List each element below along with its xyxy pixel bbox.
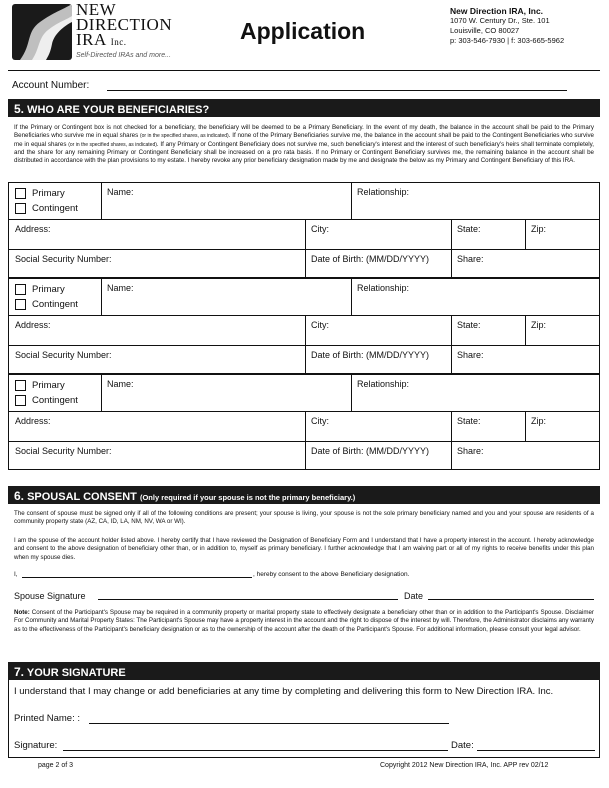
beneficiary-1-primary-label: Primary (32, 188, 65, 200)
printed-name-field[interactable] (89, 713, 449, 724)
company-name: New Direction IRA, Inc. (450, 6, 544, 16)
beneficiary-3-ssn-label: Social Security Number: (15, 446, 112, 456)
beneficiary-3-state-field[interactable] (453, 412, 525, 441)
page-header (10, 0, 600, 68)
company-address-1: 1070 W. Century Dr., Ste. 101 (450, 16, 550, 25)
spouse-signature-field[interactable] (98, 590, 398, 600)
beneficiary-3-relationship-field[interactable] (353, 375, 599, 411)
beneficiary-1-share-field[interactable] (453, 250, 599, 278)
divider (451, 316, 452, 345)
beneficiary-3-primary-label: Primary (32, 380, 65, 392)
logo-inc: Inc. (110, 37, 127, 47)
divider (101, 183, 102, 219)
divider (351, 375, 352, 411)
divider (305, 220, 306, 249)
logo-icon (12, 4, 72, 60)
beneficiary-3-name-row (9, 375, 599, 411)
divider (305, 316, 306, 345)
beneficiary-2-contingent-checkbox[interactable] (15, 299, 26, 310)
beneficiary-3-relationship-label: Relationship: (357, 379, 410, 389)
beneficiary-2-name-label: Name: (107, 283, 134, 293)
beneficiary-2-primary-checkbox[interactable] (15, 284, 26, 295)
beneficiary-3-state-label: State: (457, 416, 481, 426)
beneficiary-1-zip-label: Zip: (531, 224, 547, 234)
section-7-header (8, 662, 600, 680)
beneficiary-1-state-field[interactable] (453, 220, 525, 249)
beneficiary-1-state-label: State: (457, 224, 481, 234)
beneficiary-1-ssn-label: Social Security Number: (15, 254, 112, 264)
company-address-2: Louisville, CO 80027 (450, 26, 520, 35)
signature-box (8, 680, 600, 758)
beneficiary-2-primary-label: Primary (32, 284, 65, 296)
section-6-number: 6. (14, 489, 25, 503)
beneficiary-2-address-field[interactable] (11, 316, 303, 345)
beneficiary-2-zip-field[interactable] (527, 316, 599, 345)
beneficiary-1-address-field[interactable] (11, 220, 303, 249)
account-number-row (12, 80, 598, 91)
copyright: Copyright 2012 New Direction IRA, Inc. APP rev 02/12 (380, 762, 549, 769)
beneficiary-3-city-label: City: (311, 416, 329, 426)
beneficiary-3-dob-field[interactable] (307, 442, 451, 470)
beneficiary-1-name-label: Name: (107, 187, 134, 197)
beneficiary-3-city-field[interactable] (307, 412, 451, 441)
company-phone: p: 303-546-7930 | f: 303-665-5962 (450, 36, 565, 45)
section-5-title: WHO ARE YOUR BENEFICIARIES? (27, 104, 210, 116)
spousal-consent-certification: I am the spouse of the account holder listed above. I hereby certify that I have reviewed the Designation of Beneficiary Form and I understand that I have a property interest in the account. I hereby acknowledge and consent to the above designation of beneficiary other than, or in addition to, myself as primary beneficiary. I further acknowledge that I am waiving part or all of my rights to receive benefits under this plan when my spouse dies. (14, 537, 594, 561)
signature-date-label: Date: (451, 740, 474, 751)
beneficiary-1-relationship-label: Relationship: (357, 187, 410, 197)
beneficiary-1-city-field[interactable] (307, 220, 451, 249)
beneficiary-2-primary-option[interactable] (15, 284, 65, 295)
divider (101, 279, 102, 315)
beneficiary-1-zip-field[interactable] (527, 220, 599, 249)
beneficiary-3-name-field[interactable] (103, 375, 353, 411)
spouse-signature-label: Spouse Signature (14, 591, 86, 601)
logo-wordmark (76, 2, 172, 50)
divider (451, 250, 452, 278)
beneficiary-3-dob-label: Date of Birth: (MM/DD/YYYY) (311, 446, 430, 456)
divider (525, 316, 526, 345)
divider (451, 346, 452, 374)
note-text: Consent of the Participant's Spouse may be required in a community property or marital property state to effectively designate a beneficiary other than or in addition to the Participant's Spouse. Disclaimer For Community and Marital Property States: The Participant's Spouse may have a property interest in the account and the right to dispose of the interest by will. Therefore, the Administrator disclaims any warranty as to the effectiveness of the Participant's beneficiary designation or as to the ownership of the account after the death of the Participant's Spouse. For additional information, please consult your legal advisor. (14, 609, 594, 633)
beneficiary-2-contingent-label: Contingent (32, 299, 78, 311)
page-number: page 2 of 3 (38, 762, 74, 769)
signature-label: Signature: (14, 740, 58, 751)
printed-name-label: Printed Name: : (14, 713, 80, 724)
section-5-text-2: . If none of the Primary Beneficiaries survive me, the balance in the account shall be paid to the Contingent Beneficiaries who survive me in equal shares (14, 132, 594, 148)
beneficiary-1-block (8, 182, 600, 278)
logo-tagline: Self-Directed IRAs and more... (76, 52, 171, 59)
beneficiary-3-zip-field[interactable] (527, 412, 599, 441)
beneficiary-1-share-label: Share: (457, 254, 484, 264)
section-5-text-1: If the Primary or Contingent box is not checked for a beneficiary, the beneficiary will be deemed to be a Primary Beneficiary. In the event of my death, the balance in the account shall be paid to the Primary Beneficiaries who survive me in equal shares (14, 124, 594, 140)
beneficiary-2-ssn-field[interactable] (11, 346, 303, 374)
logo-line-3 (76, 32, 172, 50)
divider (305, 250, 306, 278)
section-5-number: 5. (14, 102, 25, 116)
beneficiary-2-name-row (9, 279, 599, 315)
beneficiary-1-address-label: Address: (15, 224, 51, 234)
beneficiary-1-ssn-field[interactable] (11, 250, 303, 278)
beneficiary-3-address-field[interactable] (11, 412, 303, 441)
account-number-field[interactable] (107, 90, 567, 91)
divider (525, 412, 526, 441)
logo-line-2: DIRECTION (76, 15, 173, 34)
consent-suffix: , hereby consent to the above Beneficiary designation. (253, 571, 410, 578)
beneficiary-2-block (8, 278, 600, 374)
section-5-text-2-small: (or in the specified shares, as indicated) (68, 141, 157, 148)
beneficiary-3-name-label: Name: (107, 379, 134, 389)
beneficiary-1-name-row (9, 183, 599, 219)
beneficiary-3-primary-option[interactable] (15, 380, 65, 391)
section-6-header (8, 486, 600, 504)
page-title: Application (240, 18, 366, 44)
beneficiary-2-share-field[interactable] (453, 346, 599, 374)
beneficiary-1-dob-label: Date of Birth: (MM/DD/YYYY) (311, 254, 430, 264)
beneficiary-3-block (8, 374, 600, 470)
beneficiary-2-address-row (9, 315, 599, 345)
spousal-consent-conditions: The consent of spouse must be signed only if all of the following conditions are present; your spouse is living, your spouse is not the sole primary beneficiary named and you and your spouse are residents of a community property state (AZ, CA, ID, LA, NM, NV, WA or WI). (14, 510, 594, 526)
beneficiary-1-contingent-checkbox[interactable] (15, 203, 26, 214)
logo-line-1: NEW (76, 0, 117, 19)
beneficiary-2-name-field[interactable] (103, 279, 353, 315)
divider (525, 220, 526, 249)
beneficiary-2-contingent-option[interactable] (15, 299, 78, 310)
beneficiary-2-relationship-label: Relationship: (357, 283, 410, 293)
spouse-date-label: Date (404, 591, 424, 601)
section-6-subtitle: (Only required if your spouse is not the primary beneficiary.) (139, 493, 356, 502)
divider (305, 442, 306, 470)
beneficiary-2-zip-label: Zip: (531, 320, 547, 330)
spouse-date-field[interactable] (428, 590, 594, 600)
section-5-text-3: . If any Primary or Contingent Beneficiary does not survive me, such beneficiary's interest and the interest of such beneficiary's heirs shall terminate completely, and the share for any remaining Primary or Contingent Beneficiary shall be increased on a pro rata basis. If no Primary or Contingent Beneficiary survives me, the remaining balance in the account shall be distributed in accordance with the plan provisions to my estate. I hereby revoke any prior beneficiary designation made by me and designate the below as my Primary and Contingent Beneficiary of this IRA. (14, 140, 595, 165)
beneficiary-1-relationship-field[interactable] (353, 183, 599, 219)
spousal-note (14, 609, 594, 634)
company-info (450, 6, 564, 46)
signature-statement: I understand that I may change or add beneficiaries at any time by completing and delivering this form to New Direction IRA. Inc. (14, 686, 554, 697)
note-label: Note: (14, 609, 30, 616)
section-5-text-1-small: (or in the specified shares, as indicated) (139, 133, 229, 140)
beneficiary-3-share-label: Share: (457, 446, 484, 456)
beneficiary-3-contingent-checkbox[interactable] (15, 395, 26, 406)
beneficiary-2-address-label: Address: (15, 320, 51, 330)
beneficiary-2-relationship-field[interactable] (353, 279, 599, 315)
section-6-title: SPOUSAL CONSENT (27, 491, 137, 503)
logo-ira: IRA (76, 30, 107, 49)
divider (351, 279, 352, 315)
divider (101, 375, 102, 411)
beneficiary-1-primary-option[interactable] (15, 188, 65, 199)
beneficiary-3-contingent-label: Contingent (32, 395, 78, 407)
divider (305, 346, 306, 374)
beneficiary-2-state-label: State: (457, 320, 481, 330)
beneficiary-3-address-label: Address: (15, 416, 51, 426)
signature-date-field[interactable] (477, 740, 595, 751)
beneficiary-1-contingent-label: Contingent (32, 203, 78, 215)
beneficiary-2-ssn-row (9, 345, 599, 374)
section-5-instructions (14, 124, 594, 165)
beneficiary-3-primary-checkbox[interactable] (15, 380, 26, 391)
section-7-title: YOUR SIGNATURE (26, 667, 126, 679)
beneficiary-3-ssn-field[interactable] (11, 442, 303, 470)
divider (451, 220, 452, 249)
section-5-header (8, 99, 600, 117)
beneficiary-3-share-field[interactable] (453, 442, 599, 470)
divider (451, 412, 452, 441)
beneficiary-3-ssn-row (9, 441, 599, 470)
divider (451, 442, 452, 470)
beneficiary-2-dob-label: Date of Birth: (MM/DD/YYYY) (311, 350, 430, 360)
beneficiary-3-zip-label: Zip: (531, 416, 547, 426)
beneficiary-3-contingent-option[interactable] (15, 395, 78, 406)
beneficiary-2-share-label: Share: (457, 350, 484, 360)
beneficiary-1-name-field[interactable] (103, 183, 353, 219)
beneficiary-1-primary-checkbox[interactable] (15, 188, 26, 199)
signature-field[interactable] (63, 740, 448, 751)
beneficiary-1-contingent-option[interactable] (15, 203, 78, 214)
consent-prefix: I, (14, 571, 18, 578)
beneficiary-1-dob-field[interactable] (307, 250, 451, 278)
beneficiary-1-city-label: City: (311, 224, 329, 234)
header-divider (8, 70, 600, 71)
spouse-name-field[interactable] (22, 570, 252, 578)
divider (351, 183, 352, 219)
beneficiary-1-ssn-row (9, 249, 599, 278)
beneficiary-2-ssn-label: Social Security Number: (15, 350, 112, 360)
beneficiary-2-dob-field[interactable] (307, 346, 451, 374)
beneficiary-1-address-row (9, 219, 599, 249)
beneficiary-2-city-field[interactable] (307, 316, 451, 345)
beneficiary-2-city-label: City: (311, 320, 329, 330)
account-number-label: Account Number: (12, 80, 90, 91)
section-7-number: 7. (14, 665, 25, 679)
beneficiary-2-state-field[interactable] (453, 316, 525, 345)
divider (305, 412, 306, 441)
beneficiary-3-address-row (9, 411, 599, 441)
